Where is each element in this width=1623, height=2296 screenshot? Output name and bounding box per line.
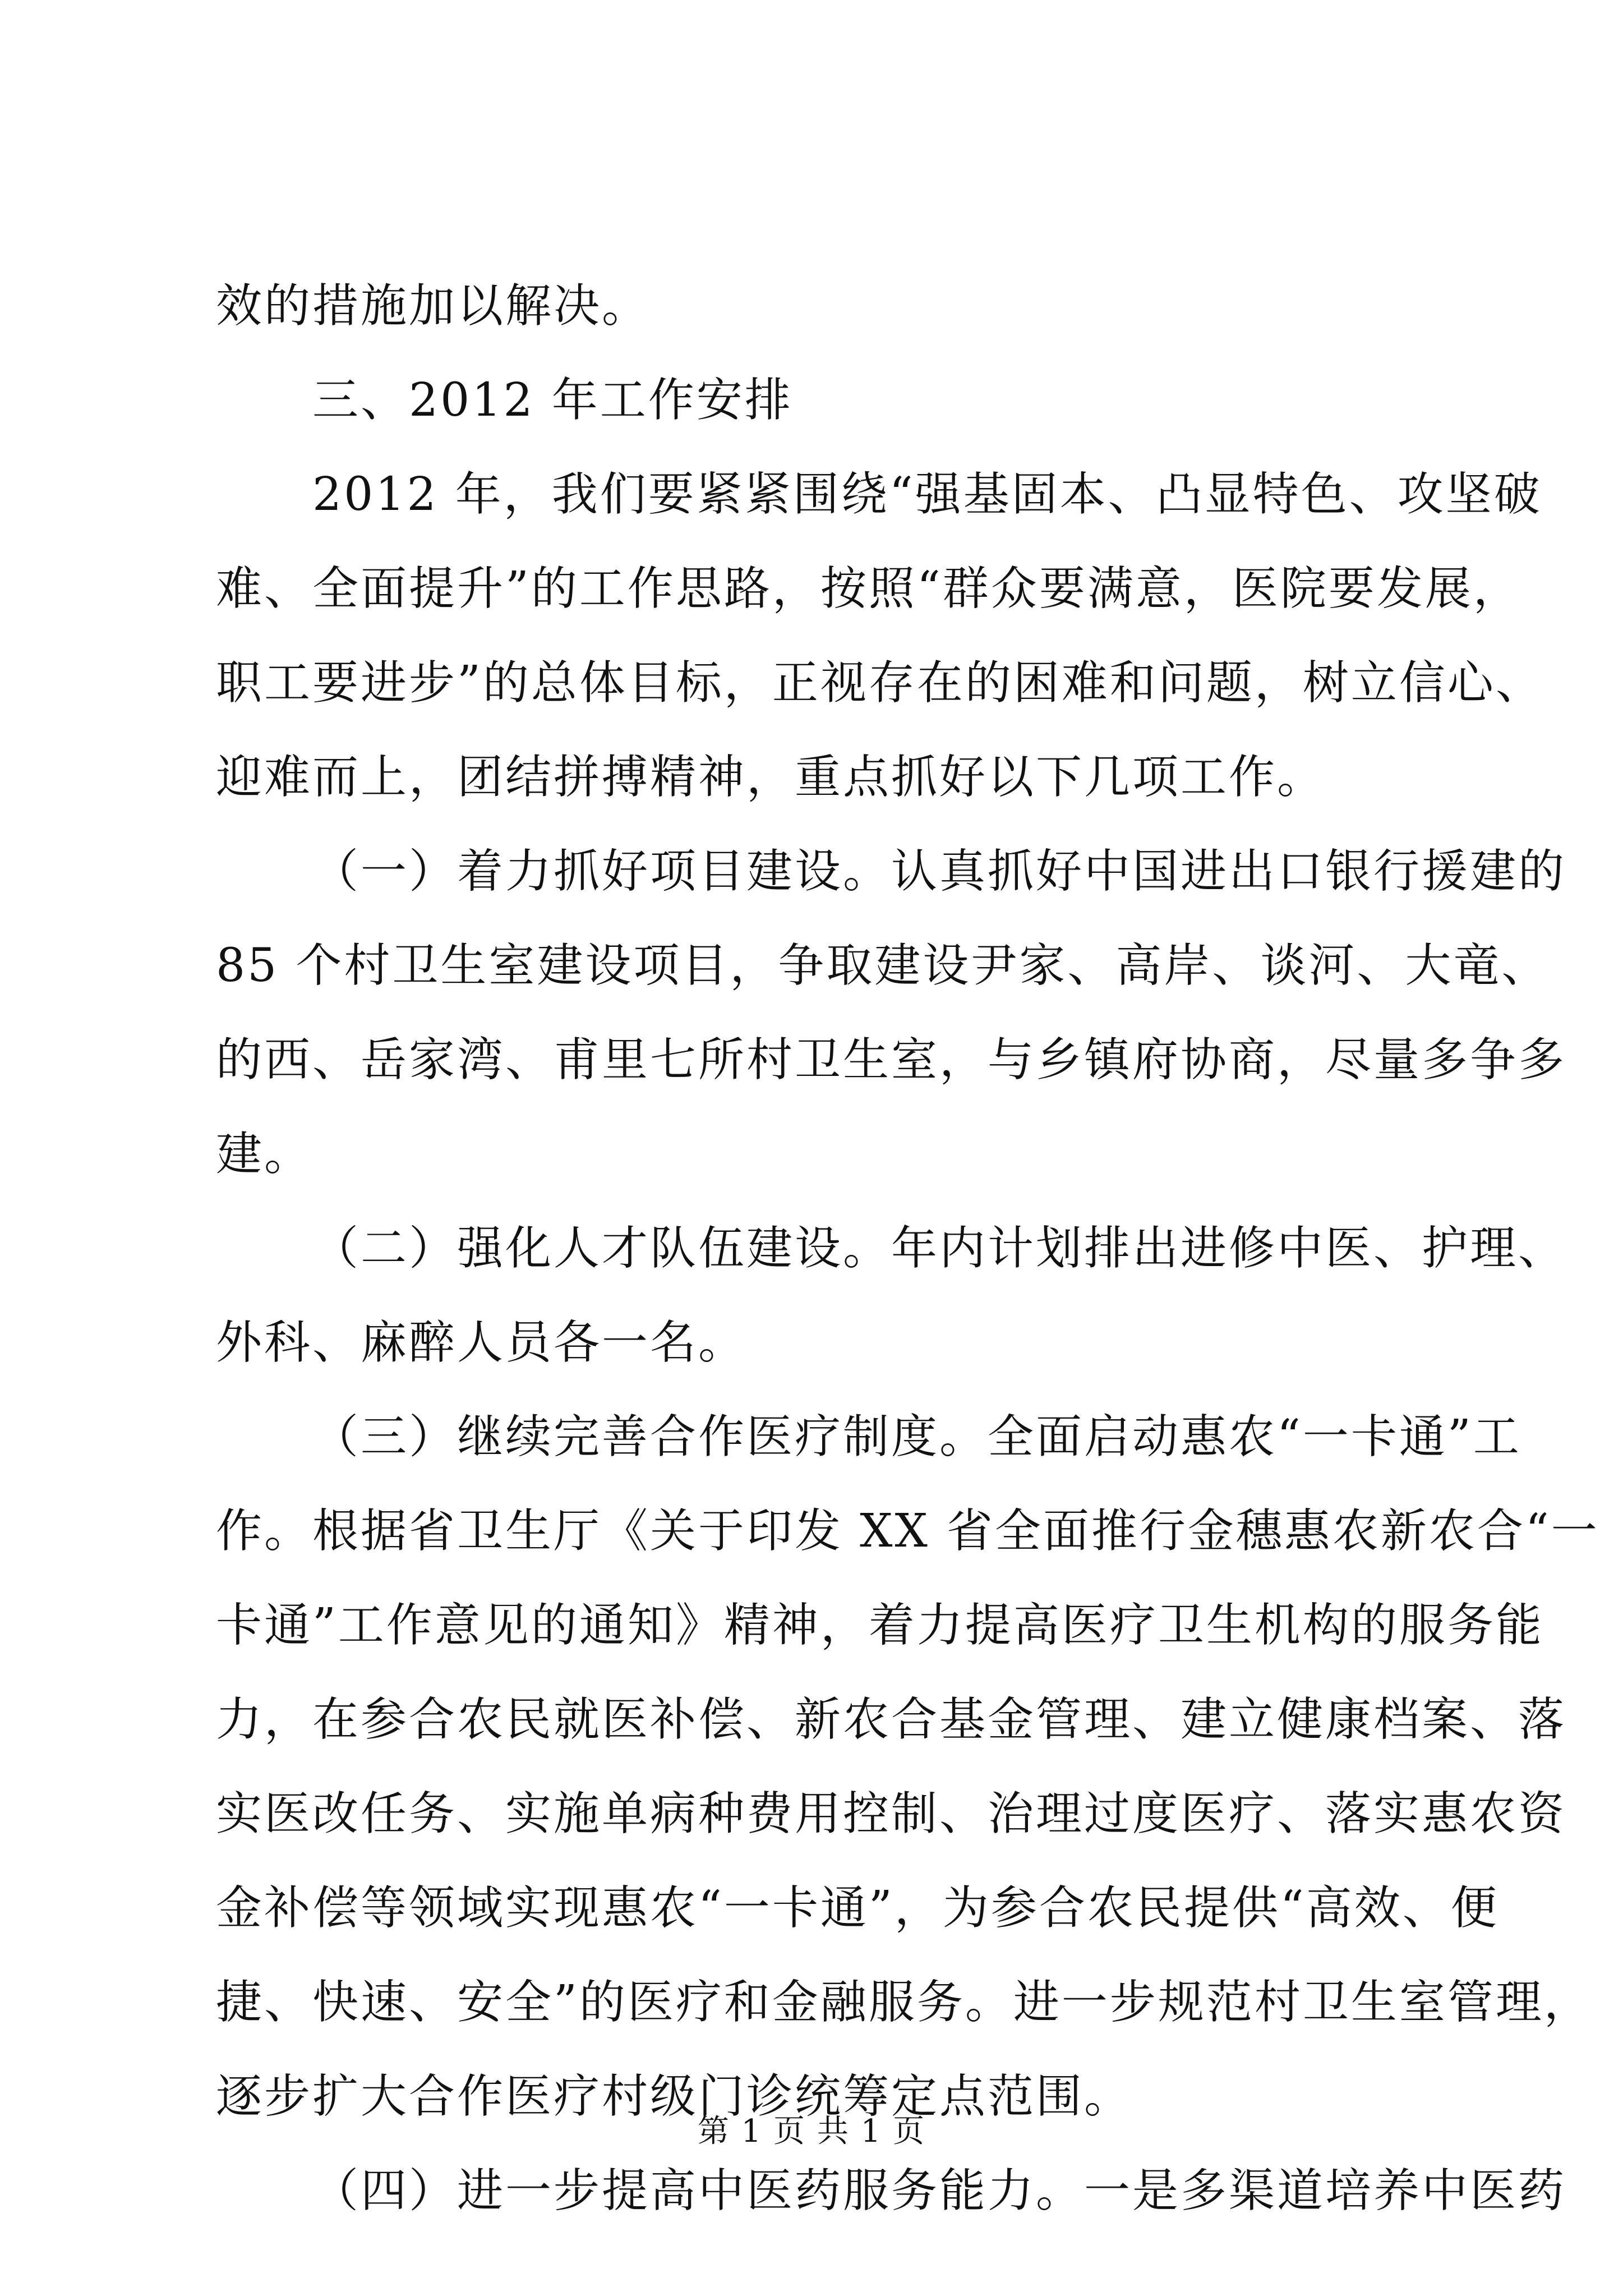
text-line: 效的措施加以解决。	[216, 279, 651, 333]
page-footer	[0, 2112, 1623, 2151]
text-line: 金补偿等领域实现惠农“一卡通”，为参合农民提供“高效、便	[216, 1881, 1499, 1935]
text-line: 卡通”工作意见的通知》精神，着力提高医疗卫生机构的服务能	[216, 1599, 1544, 1652]
text-line: （三）继续完善合作医疗制度。全面启动惠农“一卡通”工	[312, 1410, 1521, 1464]
text-line: （四）进一步提高中医药服务能力。一是多渠道培养中医药	[312, 2164, 1567, 2217]
text-line: 逐步扩大合作医疗村级门诊统筹定点范围。	[216, 2070, 1133, 2123]
text-line: 迎难而上，团结拼搏精神，重点抓好以下几项工作。	[216, 751, 1326, 804]
text-line: 难、全面提升”的工作思路，按照“群众要满意，医院要发展，	[216, 562, 1521, 615]
text-line: 捷、快速、安全”的医疗和金融服务。进一步规范村卫生室管理，	[216, 1976, 1592, 2029]
text-line: 的西、岳家湾、甫里七所村卫生室，与乡镇府协商，尽量多争多	[216, 1033, 1567, 1087]
page-number-label: 第 1 页 共 1 页	[697, 2113, 926, 2150]
text-line: （二）强化人才队伍建设。年内计划排出进修中医、护理、	[312, 1222, 1567, 1275]
text-line: 建。	[216, 1128, 313, 1181]
text-line: 外科、麻醉人员各一名。	[216, 1316, 747, 1369]
text-line: 实医改任务、实施单病种费用控制、治理过度医疗、落实惠农资	[216, 1787, 1567, 1841]
text-line: 职工要进步”的总体目标，正视存在的困难和问题，树立信心、	[216, 656, 1544, 710]
text-line: 2012 年，我们要紧紧围绕“强基固本、凸显特色、攻坚破	[312, 468, 1542, 521]
section-heading: 三、2012 年工作安排	[312, 374, 793, 427]
text-line: （一）着力抓好项目建设。认真抓好中国进出口银行援建的	[312, 845, 1567, 898]
text-line: 85 个村卫生室建设项目，争取建设尹家、高岸、谈河、大竜、	[216, 939, 1550, 992]
text-line: 力，在参合农民就医补偿、新农合基金管理、建立健康档案、落	[216, 1693, 1567, 1746]
document-body	[216, 259, 1599, 2238]
text-line: 作。根据省卫生厅《关于印发 XX 省全面推行金穗惠农新农合“一	[216, 1504, 1599, 1558]
